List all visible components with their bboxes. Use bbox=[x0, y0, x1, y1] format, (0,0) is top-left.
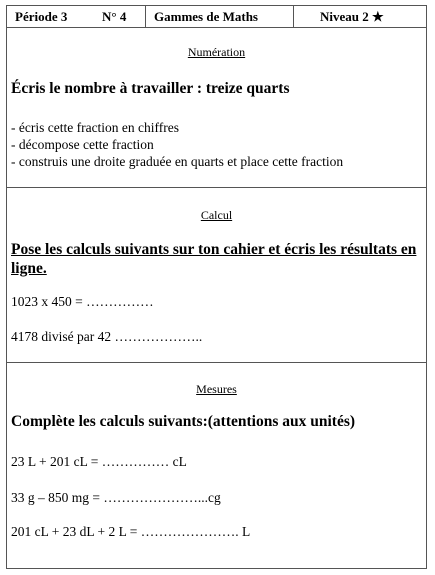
section-title-mesures: Mesures bbox=[196, 382, 237, 396]
section-title-numeration: Numération bbox=[187, 45, 246, 59]
niveau-label: Niveau 2 ★ bbox=[293, 6, 426, 27]
mesures-item-2: 33 g – 850 mg = …………………...cg bbox=[11, 490, 221, 505]
worksheet bbox=[6, 5, 427, 569]
numeration-item-3: - construis une droite graduée en quarts et place cette fraction bbox=[11, 154, 344, 169]
section-mesures bbox=[7, 363, 426, 570]
numeration-item-2: - décompose cette fraction bbox=[11, 137, 154, 152]
instruction-numeration: Écris le nombre à travailler : treize quarts bbox=[11, 80, 290, 97]
section-title-calcul: Calcul bbox=[200, 208, 233, 222]
section-numeration bbox=[7, 27, 426, 188]
periode-label: Période 3 bbox=[15, 9, 68, 24]
instruction-calcul: Pose les calculs suivants sur ton cahier et écris les résultats en ligne. bbox=[11, 241, 417, 277]
section-calcul bbox=[7, 188, 426, 363]
sheet-title: Gammes de Maths bbox=[145, 6, 293, 27]
calcul-item-2: 4178 divisé par 42 ……………….. bbox=[11, 329, 203, 344]
header-bar bbox=[7, 6, 426, 28]
numeration-item-1: - écris cette fraction en chiffres bbox=[11, 120, 180, 135]
instruction-mesures: Complète les calculs suivants:(attentions aux unités) bbox=[11, 413, 356, 430]
mesures-item-1: 23 L + 201 cL = …………… cL bbox=[11, 454, 187, 469]
mesures-item-3: 201 cL + 23 dL + 2 L = …………………. L bbox=[11, 524, 251, 539]
calcul-item-1: 1023 x 450 = …………… bbox=[11, 294, 154, 309]
numero-label: N° 4 bbox=[102, 9, 127, 24]
